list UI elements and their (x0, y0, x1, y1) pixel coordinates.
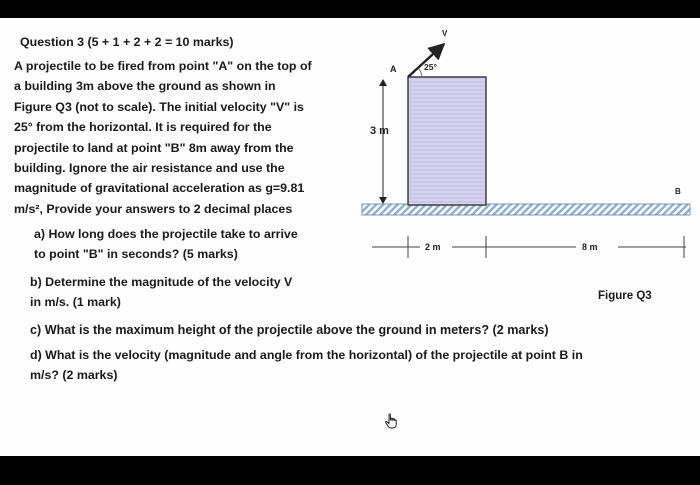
intro-line: projectile to land at point "B" 8m away from the (14, 140, 294, 155)
height-arrow-bottom (379, 197, 387, 204)
hand-pointer-icon (383, 413, 399, 429)
intro-line: Figure Q3 (not to scale). The initial velocity "V" is (14, 99, 304, 114)
part-d (30, 345, 583, 386)
intro-line: 25° from the horizontal. It is required for the (14, 120, 272, 135)
part-a (34, 224, 298, 265)
intro-line: A projectile to be fired from point "A" on the top of (14, 59, 312, 73)
height-arrow-top (379, 79, 387, 86)
part-d-line: d) What is the velocity (magnitude and angle from the horizontal) of the projectile at point B in (30, 348, 583, 362)
part-a-line: a) How long does the projectile take to arrive (34, 227, 298, 241)
intro-line: m/s², Provide your answers to 2 decimal places (14, 201, 293, 216)
height-label: 3 m (370, 125, 389, 137)
building (408, 77, 486, 205)
part-b-line: in m/s. (1 mark) (30, 295, 121, 310)
intro-line: building. Ignore the air resistance and use the (14, 160, 285, 175)
question-title: Question 3 (5 + 1 + 2 + 2 = 10 marks) (20, 35, 234, 49)
part-a-line: to point "B" in seconds? (5 marks) (34, 247, 238, 262)
angle-label: 25° (424, 62, 437, 72)
building-width-label: 2 m (425, 242, 441, 252)
part-b-line: b) Determine the magnitude of the velocity V (30, 275, 293, 289)
figure-caption: Figure Q3 (598, 290, 652, 302)
point-a-label: A (390, 64, 397, 74)
question-intro (14, 56, 312, 219)
part-c: c) What is the maximum height of the projectile above the ground in meters? (2 marks) (30, 323, 549, 337)
point-b-label: B (675, 187, 681, 196)
projectile-figure (356, 18, 696, 288)
document-page (0, 18, 700, 456)
angle-arc (418, 68, 422, 77)
intro-line: magnitude of gravitational acceleration as g=9.81 (14, 181, 305, 196)
part-b (30, 272, 292, 313)
part-d-line: m/s? (2 marks) (30, 368, 118, 383)
velocity-arrow (408, 44, 444, 77)
distance-label: 8 m (582, 242, 598, 252)
intro-line: a building 3m above the ground as shown in (14, 79, 276, 94)
velocity-label: V (442, 29, 448, 38)
